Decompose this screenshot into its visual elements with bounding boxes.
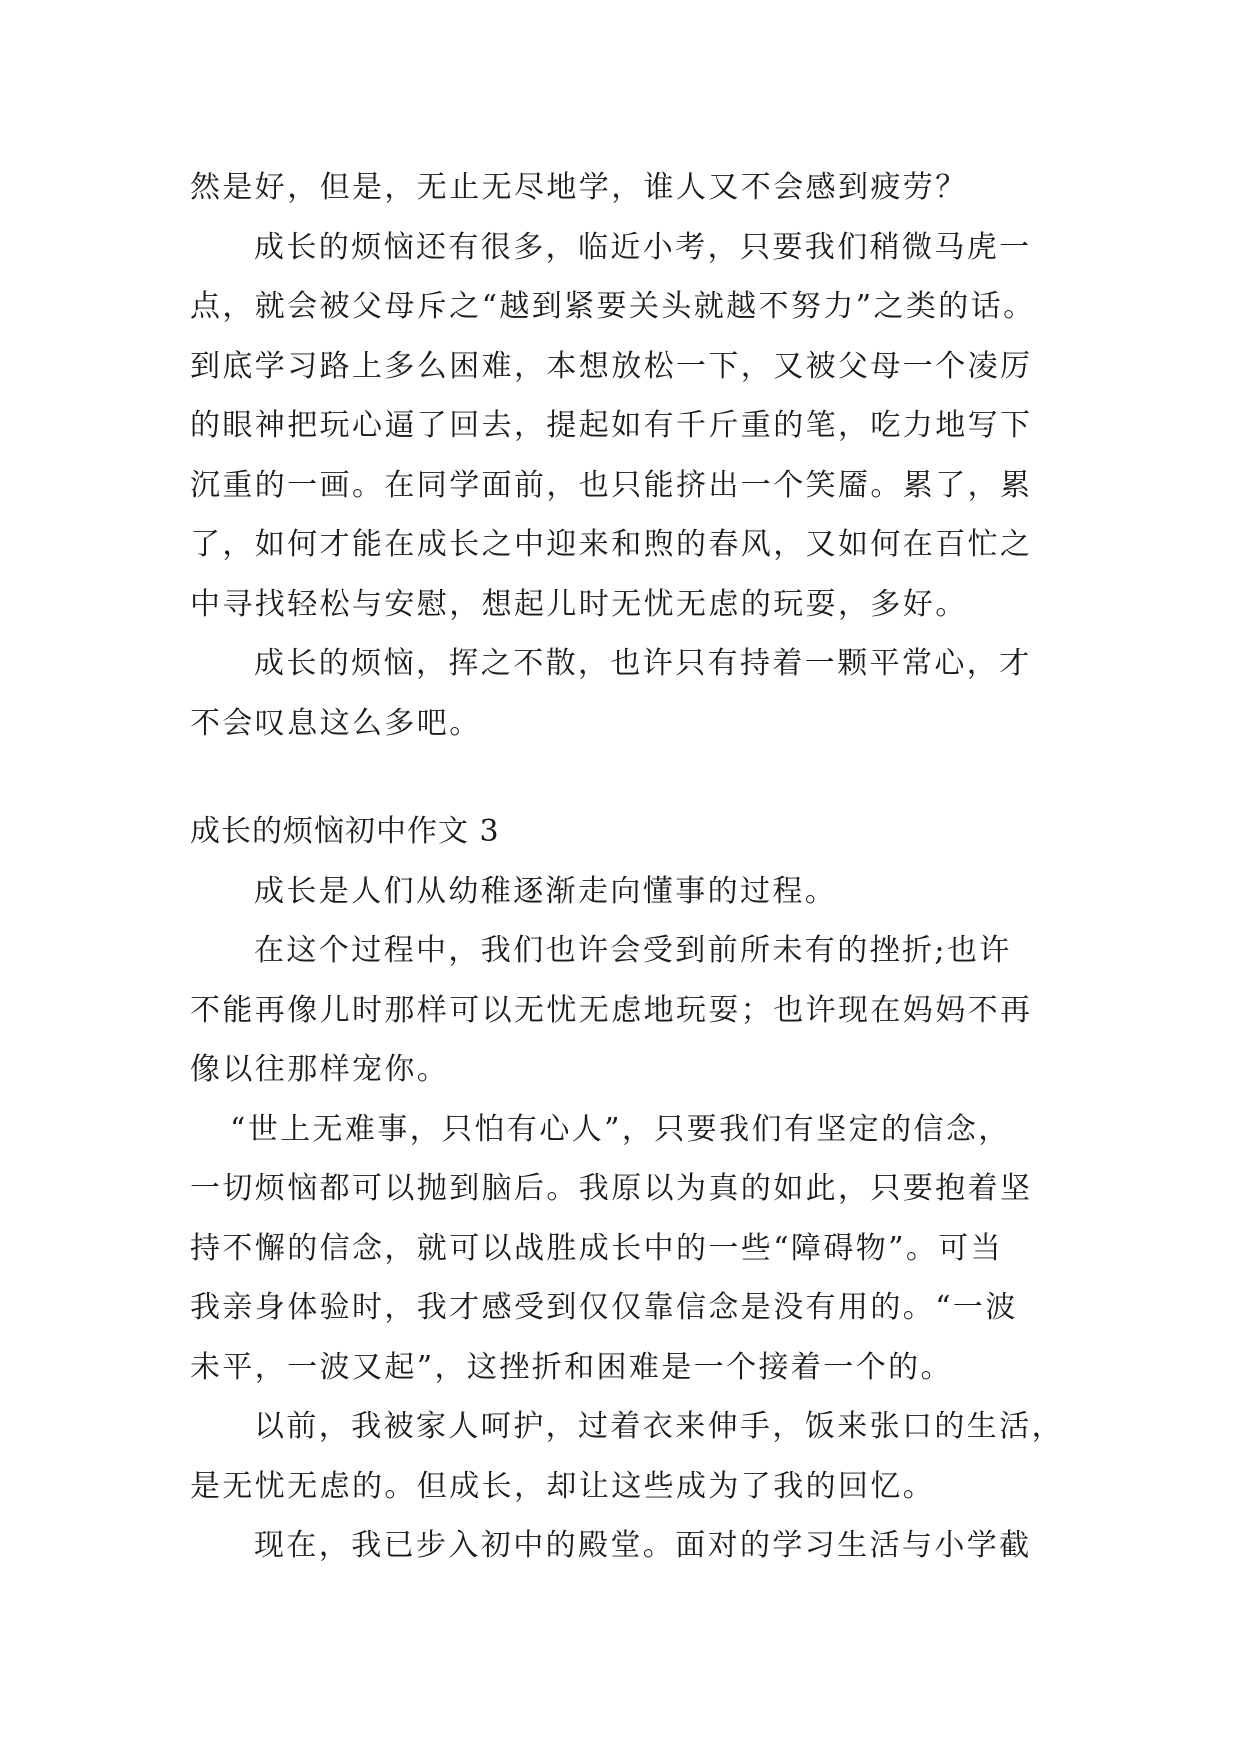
paragraph-line: 点，就会被父母斥之“越到紧要关头就越不努力”之类的话。: [190, 289, 1036, 324]
paragraph-line: 然是好，但是，无止无尽地学，谁人又不会感到疲劳？: [190, 170, 968, 205]
paragraph-line: 的眼神把玩心逼了回去，提起如有千斤重的笔，吃力地写下: [190, 408, 1033, 443]
paragraph-line: 持不懈的信念，就可以战胜成长中的一些“障碍物”。可当: [190, 1230, 1004, 1266]
document-page: [190, 158, 1070, 1576]
paragraph-line: 一切烦恼都可以抛到脑后。我原以为真的如此，只要抱着坚: [190, 1171, 1033, 1206]
paragraph-line: 成长的烦恼还有很多，临近小考，只要我们稍微马虎一: [254, 229, 1032, 265]
paragraph-line: 是无忧无虑的。但成长，却让这些成为了我的回忆。: [190, 1468, 936, 1504]
paragraph-line: 我亲身体验时，我才感受到仅仅靠信念是没有用的。“一波: [190, 1290, 1018, 1325]
paragraph-line: 到底学习路上多么困难，本想放松一下，又被父母一个凌厉: [190, 348, 1033, 384]
paragraph-line: 中寻找轻松与安慰，想起儿时无忧无虑的玩耍，多好。: [190, 586, 968, 622]
paragraph-line: 现在，我已步入初中的殿堂。面对的学习生活与小学截: [254, 1528, 1032, 1563]
paragraph-line: 以前，我被家人呵护，过着衣来伸手，饭来张口的生活，: [254, 1409, 1064, 1444]
paragraph-line: 不能再像儿时那样可以无忧无虑地玩耍；也许现在妈妈不再: [190, 992, 1033, 1028]
paragraph-line: 不会叹息这么多吧。: [190, 705, 482, 741]
paragraph-line: “世上无难事，只怕有心人”，只要我们有坚定的信念，: [230, 1111, 1011, 1147]
paragraph-line: 了，如何才能在成长之中迎来和煦的春风，又如何在百忙之: [190, 527, 1033, 562]
paragraph-line: 像以往那样宠你。: [190, 1052, 450, 1087]
paragraph-line: 沉重的一画。在同学面前，也只能挤出一个笑靥。累了，累: [190, 467, 1033, 503]
paragraph-line: 未平，一波又起”，这挫折和困难是一个接着一个的。: [190, 1349, 953, 1385]
section-spacer: [190, 753, 1070, 802]
section-title: 成长的烦恼初中作文 3: [190, 814, 500, 849]
paragraph-line: 在这个过程中，我们也许会受到前所未有的挫折;也许: [254, 933, 1012, 968]
paragraph-line: 成长的烦恼，挥之不散，也许只有持着一颗平常心，才: [254, 646, 1032, 681]
paragraph-line: 成长是人们从幼稚逐渐走向懂事的过程。: [254, 873, 838, 909]
